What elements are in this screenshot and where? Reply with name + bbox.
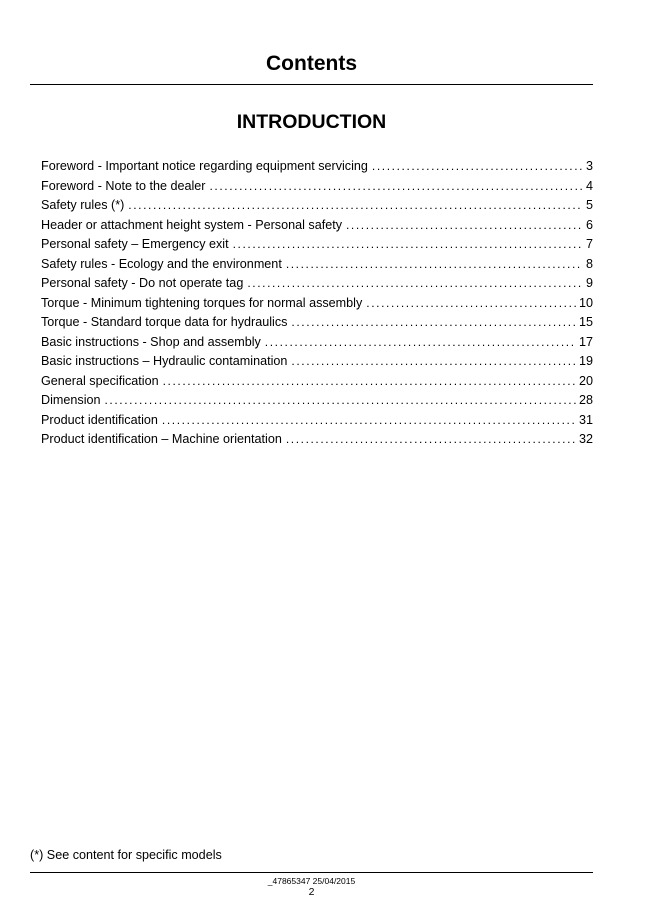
dot-leader bbox=[105, 391, 576, 411]
header-divider bbox=[30, 84, 593, 85]
toc-entry-page: 17 bbox=[578, 334, 593, 349]
toc-entry-label: Personal safety - Do not operate tag bbox=[41, 276, 244, 290]
dot-leader bbox=[210, 177, 583, 197]
toc-entry-label: Dimension bbox=[41, 393, 101, 407]
dot-leader bbox=[162, 411, 576, 431]
toc-entry-label: Torque - Minimum tightening torques for normal assembly bbox=[41, 295, 363, 310]
toc-entry[interactable] bbox=[41, 255, 593, 275]
toc-entry-label: Safety rules (*) bbox=[41, 198, 125, 212]
toc-entry[interactable] bbox=[41, 294, 593, 314]
toc-entry[interactable] bbox=[41, 313, 593, 333]
toc-entry-page: 10 bbox=[578, 295, 593, 310]
footer-divider bbox=[30, 872, 593, 873]
toc-entry[interactable] bbox=[41, 157, 593, 177]
toc-entry-label: Product identification bbox=[41, 412, 158, 427]
table-of-contents bbox=[41, 157, 593, 450]
footnote: (*) See content for specific models bbox=[30, 848, 222, 862]
page-number: 2 bbox=[308, 886, 315, 898]
toc-entry-label: Foreword - Note to the dealer bbox=[41, 178, 206, 193]
toc-entry-label: Basic instructions – Hydraulic contamination bbox=[41, 354, 288, 368]
dot-leader bbox=[265, 333, 576, 353]
toc-entry-label: Torque - Standard torque data for hydraulics bbox=[41, 315, 288, 329]
dot-leader bbox=[372, 157, 583, 177]
toc-entry[interactable] bbox=[41, 411, 593, 431]
toc-entry[interactable] bbox=[41, 235, 593, 255]
dot-leader bbox=[233, 235, 583, 255]
page-title: Contents bbox=[266, 52, 357, 75]
toc-entry[interactable] bbox=[41, 391, 593, 411]
toc-entry-page: 28 bbox=[578, 393, 593, 407]
toc-entry[interactable] bbox=[41, 352, 593, 372]
toc-entry[interactable] bbox=[41, 274, 593, 294]
toc-entry[interactable] bbox=[41, 177, 593, 197]
toc-entry-page: 6 bbox=[585, 217, 593, 232]
toc-entry[interactable] bbox=[41, 333, 593, 353]
document-code: _47865347 25/04/2015 bbox=[267, 876, 356, 886]
toc-entry[interactable] bbox=[41, 216, 593, 236]
toc-entry-label: Safety rules - Ecology and the environment bbox=[41, 256, 282, 271]
dot-leader bbox=[286, 255, 583, 275]
toc-entry-page: 15 bbox=[578, 315, 593, 329]
toc-entry-page: 8 bbox=[585, 256, 593, 271]
toc-entry[interactable] bbox=[41, 430, 593, 450]
toc-entry-page: 19 bbox=[578, 354, 593, 368]
toc-entry-label: Header or attachment height system - Personal safety bbox=[41, 217, 342, 232]
dot-leader bbox=[291, 352, 576, 372]
section-title: INTRODUCTION bbox=[236, 111, 387, 133]
toc-entry-page: 4 bbox=[585, 178, 593, 193]
dot-leader bbox=[346, 216, 583, 236]
toc-entry-label: Basic instructions - Shop and assembly bbox=[41, 334, 261, 349]
dot-leader bbox=[291, 313, 576, 333]
toc-entry-page: 3 bbox=[585, 159, 593, 173]
toc-entry-label: General specification bbox=[41, 373, 159, 388]
dot-leader bbox=[128, 196, 583, 216]
toc-entry-label: Personal safety – Emergency exit bbox=[41, 237, 229, 251]
dot-leader bbox=[247, 274, 583, 294]
toc-entry-label: Foreword - Important notice regarding equipment servicing bbox=[41, 159, 368, 173]
dot-leader bbox=[286, 430, 576, 450]
toc-entry[interactable] bbox=[41, 196, 593, 216]
toc-entry-label: Product identification – Machine orientation bbox=[41, 432, 282, 446]
toc-entry-page: 31 bbox=[578, 412, 593, 427]
toc-entry-page: 7 bbox=[585, 237, 593, 251]
toc-entry-page: 32 bbox=[578, 432, 593, 446]
dot-leader bbox=[163, 372, 576, 392]
toc-entry[interactable] bbox=[41, 372, 593, 392]
toc-entry-page: 5 bbox=[585, 198, 593, 212]
dot-leader bbox=[366, 294, 576, 314]
toc-entry-page: 9 bbox=[585, 276, 593, 290]
toc-entry-page: 20 bbox=[578, 373, 593, 388]
